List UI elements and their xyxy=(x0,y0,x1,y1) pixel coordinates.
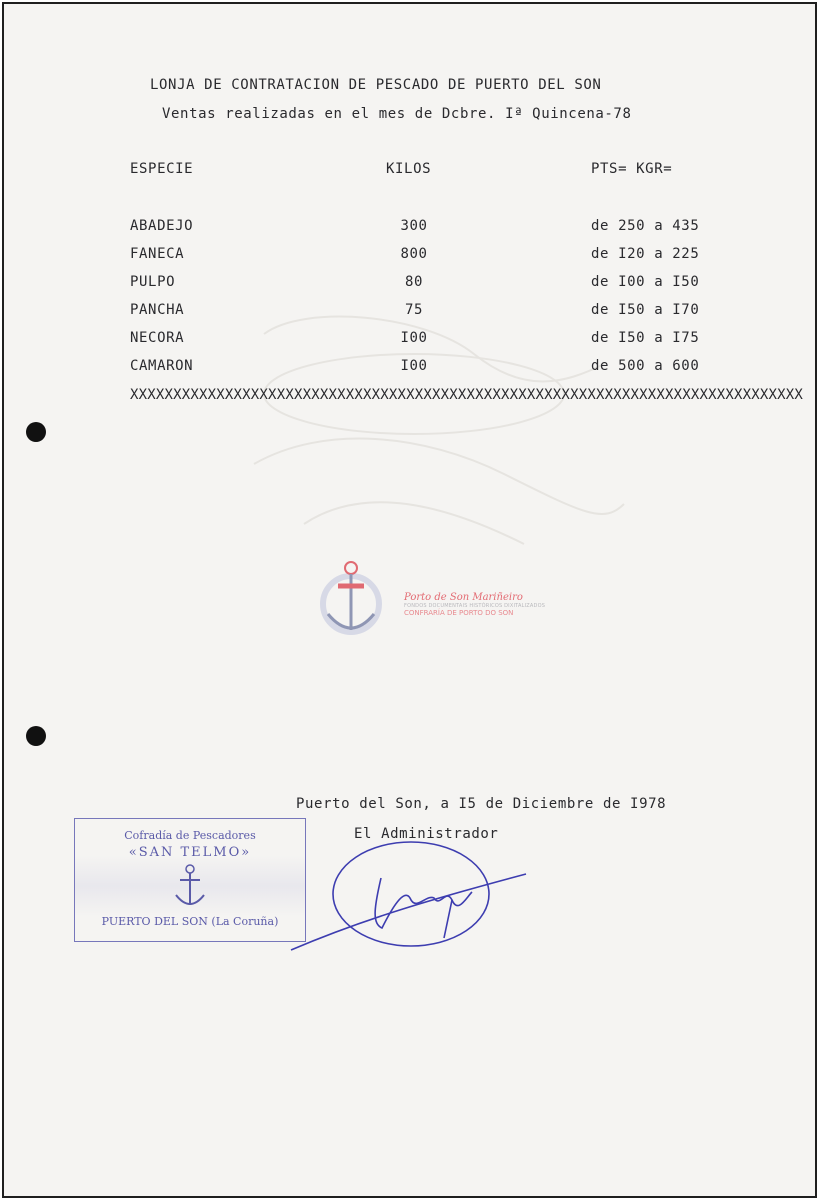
column-header-especie: ESPECIE xyxy=(130,161,194,177)
sales-table xyxy=(4,218,815,386)
kilos-cell: 300 xyxy=(400,218,428,234)
price-range-cell: de 250 a 435 xyxy=(591,218,700,234)
species-cell: PANCHA xyxy=(130,302,185,318)
species-cell: CAMARON xyxy=(130,358,194,374)
stamp-line-3: PUERTO DEL SON (La Coruña) xyxy=(101,915,279,928)
punch-hole-bottom xyxy=(26,726,46,746)
handwritten-signature xyxy=(276,838,576,958)
document-page xyxy=(2,2,817,1198)
anchor-logo-icon xyxy=(316,556,386,646)
column-header-precio: PTS= KGR= xyxy=(591,161,673,177)
stamp-anchor-icon xyxy=(170,863,210,911)
species-cell: PULPO xyxy=(130,274,176,290)
table-row xyxy=(4,302,815,330)
signer-role: El Administrador xyxy=(354,826,499,842)
price-range-cell: de 500 a 600 xyxy=(591,358,700,374)
document-title: LONJA DE CONTRATACION DE PESCADO DE PUERTO DEL SON xyxy=(150,77,602,93)
price-range-cell: de I00 a I50 xyxy=(591,274,700,290)
species-cell: NECORA xyxy=(130,330,185,346)
punch-hole-top xyxy=(26,422,46,442)
kilos-cell: I00 xyxy=(400,358,428,374)
price-range-cell: de I50 a I75 xyxy=(591,330,700,346)
kilos-cell: 800 xyxy=(400,246,428,262)
watermark-org: CONFRARÍA DE PORTO DO SON xyxy=(404,609,514,617)
table-row xyxy=(4,330,815,358)
species-cell: ABADEJO xyxy=(130,218,194,234)
watermark-brand: Porto de Son Mariñeiro xyxy=(404,592,523,603)
price-range-cell: de I50 a I70 xyxy=(591,302,700,318)
table-row xyxy=(4,274,815,302)
species-cell: FANECA xyxy=(130,246,185,262)
table-row xyxy=(4,358,815,386)
kilos-cell: I00 xyxy=(400,330,428,346)
kilos-cell: 80 xyxy=(404,274,424,290)
kilos-cell: 75 xyxy=(404,302,424,318)
struck-out-line: XXXXXXXXXXXXXXXXXXXXXXXXXXXXXXXXXXXXXXXXXXXXXXXXXXXXXXXXXXXXXXXXXXXXXXXXXXXXXX xyxy=(130,387,804,403)
table-row xyxy=(4,218,815,246)
stamp-line-1: Cofradía de Pescadores xyxy=(124,829,256,842)
price-range-cell: de I20 a 225 xyxy=(591,246,700,262)
watermark-subtitle: FONDOS DOCUMENTAIS HISTÓRICOS DIXITALIZADOS xyxy=(404,603,546,609)
column-header-kilos: KILOS xyxy=(386,161,432,177)
place-date: Puerto del Son, a I5 de Diciembre de I978 xyxy=(296,796,667,812)
cofradia-stamp xyxy=(74,818,306,942)
document-subtitle: Ventas realizadas en el mes de Dcbre. Iª Quincena-78 xyxy=(162,106,632,122)
archive-watermark xyxy=(404,592,545,617)
table-row xyxy=(4,246,815,274)
stamp-line-2: «SAN TELMO» xyxy=(128,845,252,860)
